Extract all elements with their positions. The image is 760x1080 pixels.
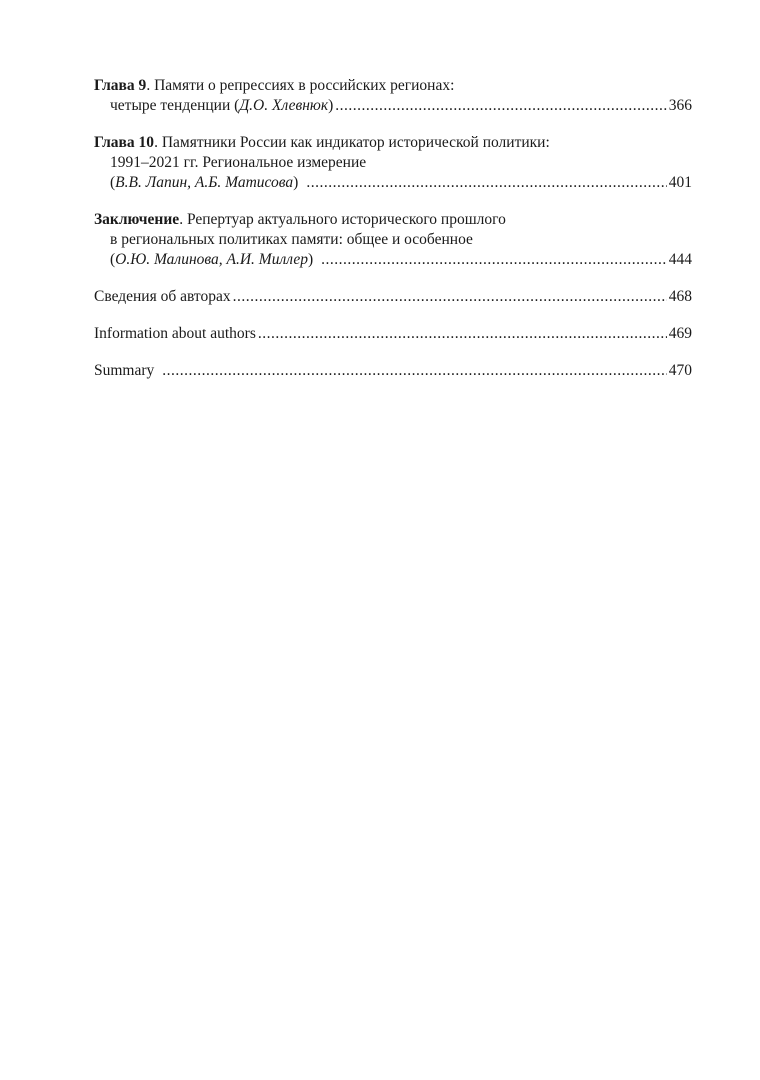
toc-line xyxy=(94,76,692,96)
toc-line xyxy=(94,153,692,173)
page-number: 366 xyxy=(668,97,692,114)
toc-entry-about-authors-en xyxy=(94,324,692,344)
chapter-title-cont: в региональных политиках памяти: общее и особенное xyxy=(110,231,473,248)
table-of-contents xyxy=(94,76,692,398)
toc-entry-about-authors-ru xyxy=(94,287,692,307)
chapter-author: Д.О. Хлевнюк xyxy=(239,97,329,114)
toc-line: четыре тенденции (Д.О. Хлевнюк) ..... 366 xyxy=(94,96,692,116)
entry-title: Summary xyxy=(94,362,155,379)
dot-leader xyxy=(233,287,667,307)
entry-title: Information about authors xyxy=(94,325,256,342)
toc-line: (В.В. Лапин, А.Б. Матисова) ..... 401 xyxy=(94,173,692,193)
dot-leader xyxy=(258,324,667,344)
chapter-label: Заключение xyxy=(94,211,180,228)
toc-entry-conclusion xyxy=(94,210,692,270)
chapter-label: Глава 10 xyxy=(94,134,155,151)
chapter-title-cont: четыре тенденции ( xyxy=(110,97,240,114)
page-number: 468 xyxy=(668,288,692,305)
toc-line xyxy=(94,361,692,381)
toc-entry-summary xyxy=(94,361,692,381)
page-number: 401 xyxy=(668,174,692,191)
toc-line xyxy=(94,210,692,230)
page-number: 469 xyxy=(668,325,692,342)
chapter-authors: В.В. Лапин, А.Б. Матисова xyxy=(115,174,294,191)
chapter-label: Глава 9 xyxy=(94,77,147,94)
dot-leader xyxy=(321,250,667,270)
page-number: 470 xyxy=(668,362,692,379)
dot-leader xyxy=(162,361,666,381)
toc-entry-chapter-9 xyxy=(94,76,692,116)
entry-title: Сведения об авторах xyxy=(94,288,231,305)
chapter-title-cont: 1991–2021 гг. Региональное измерение xyxy=(110,154,367,171)
page-number: 444 xyxy=(668,251,692,268)
toc-line: (О.Ю. Малинова, А.И. Миллер) ..... 444 xyxy=(94,250,692,270)
chapter-title: . Памяти о репрессиях в российских регионах: xyxy=(146,77,455,94)
dot-leader xyxy=(335,96,666,116)
toc-line xyxy=(94,133,692,153)
toc-line xyxy=(94,230,692,250)
toc-line xyxy=(94,324,692,344)
dot-leader xyxy=(306,173,666,193)
chapter-title: . Репертуар актуального исторического прошлого xyxy=(179,211,506,228)
toc-entry-chapter-10 xyxy=(94,133,692,193)
chapter-authors: О.Ю. Малинова, А.И. Миллер xyxy=(115,251,308,268)
toc-line xyxy=(94,287,692,307)
chapter-title: . Памятники России как индикатор исторической политики: xyxy=(154,134,550,151)
